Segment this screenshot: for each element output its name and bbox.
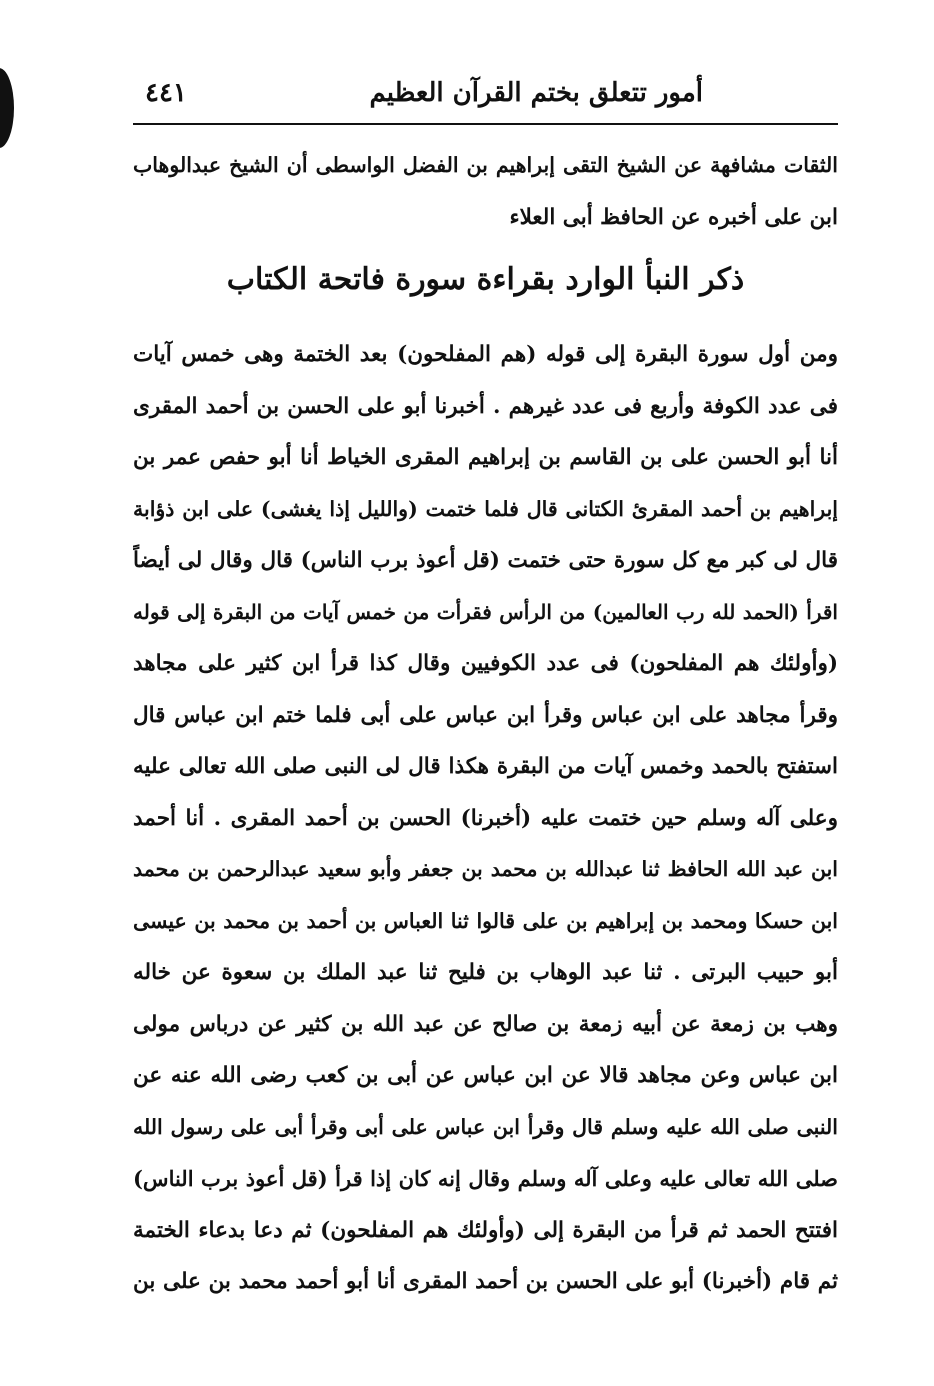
text-line: اقرأ (الحمد لله رب العالمين) من الرأس فقرأت من خمس آيات من البقرة إلى قوله [133, 599, 838, 624]
text-line: ابن حسكا ومحمد بن إبراهيم بن على قالوا ثنا العباس بن أحمد بن محمد بن عيسى [133, 908, 838, 933]
text-line: ثم قام (أخبرنا) أبو على الحسن بن أحمد المقرى أنا أبو أحمد محمد بن على بن [133, 1269, 838, 1294]
text-line: أبو حبيب البرتى . ثنا عبد الوهاب بن فليح ثنا عبد الملك بن سعوة عن خاله [133, 960, 838, 985]
page-body [133, 140, 838, 1308]
text-line: الثقات مشافهة عن الشيخ التقى إبراهيم بن الفضل الواسطى أن الشيخ عبدالوهاب [133, 153, 838, 177]
section-heading: ذكر النبأ الوارد بقراءة سورة فاتحة الكتاب [226, 262, 745, 297]
text-line: إبراهيم بن أحمد المقرئ الكتانى قال فلما ختمت (والليل إذا يغشى) على ابن ذؤابة [133, 496, 838, 521]
binding-edge-mark [0, 68, 14, 148]
text-line: (وأولئك هم المفلحون) فى عدد الكوفيين وقال كذا قرأ ابن كثير على مجاهد [133, 651, 838, 676]
text-line: افتتح الحمد ثم قرأ من البقرة إلى (وأولئك هم المفلحون) ثم دعا بدعاء الختمة [133, 1217, 838, 1243]
page-header [133, 72, 838, 116]
text-line: وهب بن زمعة عن أبيه زمعة بن صالح عن عبد الله بن كثير عن درباس مولى [133, 1011, 838, 1037]
running-title: أمور تتعلق بختم القرآن العظيم [369, 78, 703, 108]
text-line: وقرأ مجاهد على ابن عباس وقرأ ابن عباس على أبى فلما ختم ابن عباس قال [133, 702, 838, 728]
text-line: النبى صلى الله عليه وسلم قال وقرأ ابن عباس على أبى وقرأ أبى على رسول الله [133, 1114, 838, 1139]
text-line: وعلى آله وسلم حين ختمت عليه (أخبرنا) الحسن بن أحمد المقرى . أنا أحمد [133, 805, 838, 831]
page-number: ٤٤١ [145, 78, 187, 108]
text-line: ابن عباس وعن مجاهد قالا عن ابن عباس عن أبى بن كعب رضى الله عنه عن [133, 1063, 838, 1088]
text-line: فى عدد الكوفة وأربع فى عدد غيرهم . أخبرنا أبو على الحسن بن أحمد المقرى [133, 393, 838, 419]
text-line: ومن أول سورة البقرة إلى قوله (هم المفلحون) بعد الختمة وهى خمس آيات [133, 342, 838, 367]
text-line: ابن على أخبره عن الحافظ أبى العلاء [509, 204, 838, 230]
text-line: أنا أبو الحسن على بن القاسم بن إبراهيم المقرى الخياط أنا أبو حفص عمر بن [133, 445, 838, 470]
header-rule [133, 123, 838, 125]
text-line: استفتح بالحمد وخمس آيات من البقرة هكذا قال لى النبى صلى الله تعالى عليه [133, 754, 838, 779]
text-line: قال لى كبر مع كل سورة حتى ختمت (قل أعوذ برب الناس) قال وقال لى أيضاً [133, 548, 838, 573]
text-line: صلى الله تعالى عليه وعلى آله وسلم وقال إنه كان إذا قرأ (قل أعوذ برب الناس) [133, 1166, 838, 1191]
text-line: ابن عبد الله الحافظ ثنا عبدالله بن محمد بن جعفر وأبو سعيد عبدالرحمن بن محمد [133, 857, 838, 881]
